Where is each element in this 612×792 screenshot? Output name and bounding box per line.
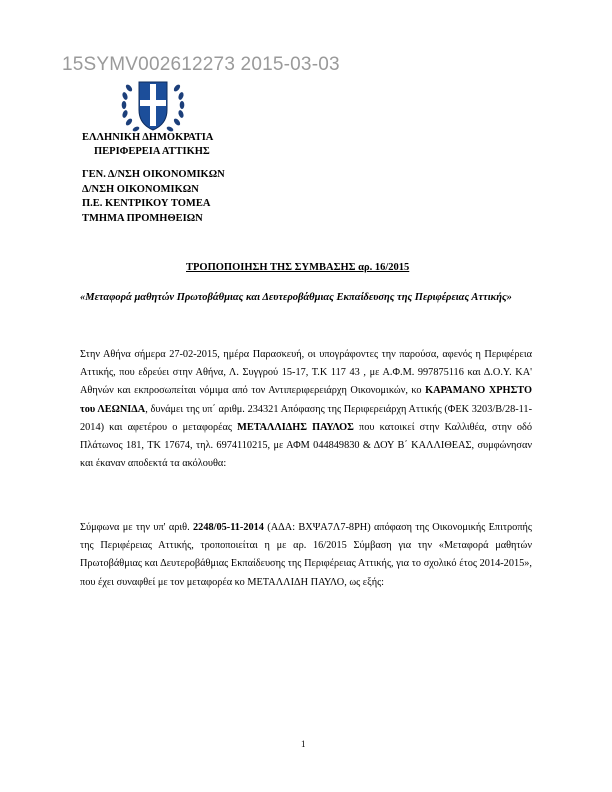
greek-coat-of-arms-icon <box>118 74 188 136</box>
paragraph-text: Στην Αθήνα σήμερα 27-02-2015, ημέρα Παρασκευή, οι υπογράφοντες την παρούσα, αφενός η Περιφέρεια Αττικής, που εδρεύει στην Αθήνα, Λ. Συγγρού 15-17, Τ.Κ 117 43 , με Α.Φ.Μ. 997875116 και Δ.Ο.Υ. ΚΑ' Αθηνών και εκπροσωπείται νόμιμα από τον Αντιπεριφερειάρχη Οικονομικών, κο <box>80 349 532 397</box>
issuer-header <box>82 131 213 159</box>
paragraph-text: που κατοικεί στην Καλλιθέα, στην οδό Πλάτωνος 181, ΤΚ 17674, τηλ. 6974110215, με ΑΦΜ 044849830 & ΔΟΥ Β΄ ΚΑΛΛΙΘΕΑΣ, συμφώνησαν και έκαναν αποδεκτά τα ακόλουθα: <box>80 421 533 470</box>
department-line: ΤΜΗΜΑ ΠΡΟΜΗΘΕΙΩΝ <box>82 212 203 224</box>
contract-subject: «Μεταφορά μαθητών Πρωτοβάθμιας και Δευτεροβάθμιας Εκπαίδευσης της Περιφέρειας Αττικής» <box>80 292 512 303</box>
department-line: Π.Ε. ΚΕΝΤΡΙΚΟΥ ΤΟΜΕΑ <box>82 198 211 209</box>
region-name: ΠΕΡΙΦΕΡΕΙΑ ΑΤΤΙΚΗΣ <box>94 146 210 157</box>
paragraph-text: (ΑΔΑ: ΒΧΨΑ7Λ7-8ΡΗ) απόφαση της Οικονομικής Επιτροπής της Περιφέρειας Αττικής, τροποποιείται η με αρ. 16/2015 Σύμβαση για την «Μεταφορά μαθητών Πρωτοβάθμιας και Δευτεροβάθμιας Εκπαίδευσης της Περιφέρειας Αττικής, για το σχολικό έτος 2014-2015», που έχει συναφθεί με τον μεταφορέα κο ΜΕΤΑΛΛΙΔΗ ΠΑΥΛΟ, ως εξής: <box>80 522 532 588</box>
body-paragraph <box>80 346 532 473</box>
document-stamp: 15SYMV002612273 2015-03-03 <box>62 54 340 75</box>
body-paragraph <box>80 519 532 592</box>
department-line: ΓΕΝ. Δ/ΝΣΗ ΟΙΚΟΝΟΜΙΚΩΝ <box>82 169 225 180</box>
page-number: 1 <box>301 739 306 749</box>
representative-name: ΚΑΡΑΜΑΝΟ ΧΡΗΣΤΟ του ΛΕΩΝΙΔΑ <box>80 385 532 415</box>
contractor-name: ΜΕΤΑΛΛΙΔΗΣ ΠΑΥΛΟΣ <box>237 421 354 433</box>
document-title: ΤΡΟΠΟΠΟΙΗΣΗ ΤΗΣ ΣΥΜΒΑΣΗΣ αρ. 16/2015 <box>186 262 410 273</box>
department-block <box>82 168 225 226</box>
department-line: Δ/ΝΣΗ ΟΙΚΟΝΟΜΙΚΩΝ <box>82 183 199 195</box>
country-name: ΕΛΛΗΝΙΚΗ ΔΗΜΟΚΡΑΤΙΑ <box>82 132 214 143</box>
paragraph-text: , δυνάμει της υπ΄ αριθμ. 234321 Απόφασης της Περιφερειάρχη Αττικής (ΦΕΚ 3203/Β/28-11-2014) και αφετέρου ο μεταφορέας <box>80 403 533 433</box>
paragraph-text: Σύμφωνα με την υπ' αριθ. <box>80 522 194 533</box>
decision-reference: 2248/05-11-2014 <box>193 522 264 533</box>
